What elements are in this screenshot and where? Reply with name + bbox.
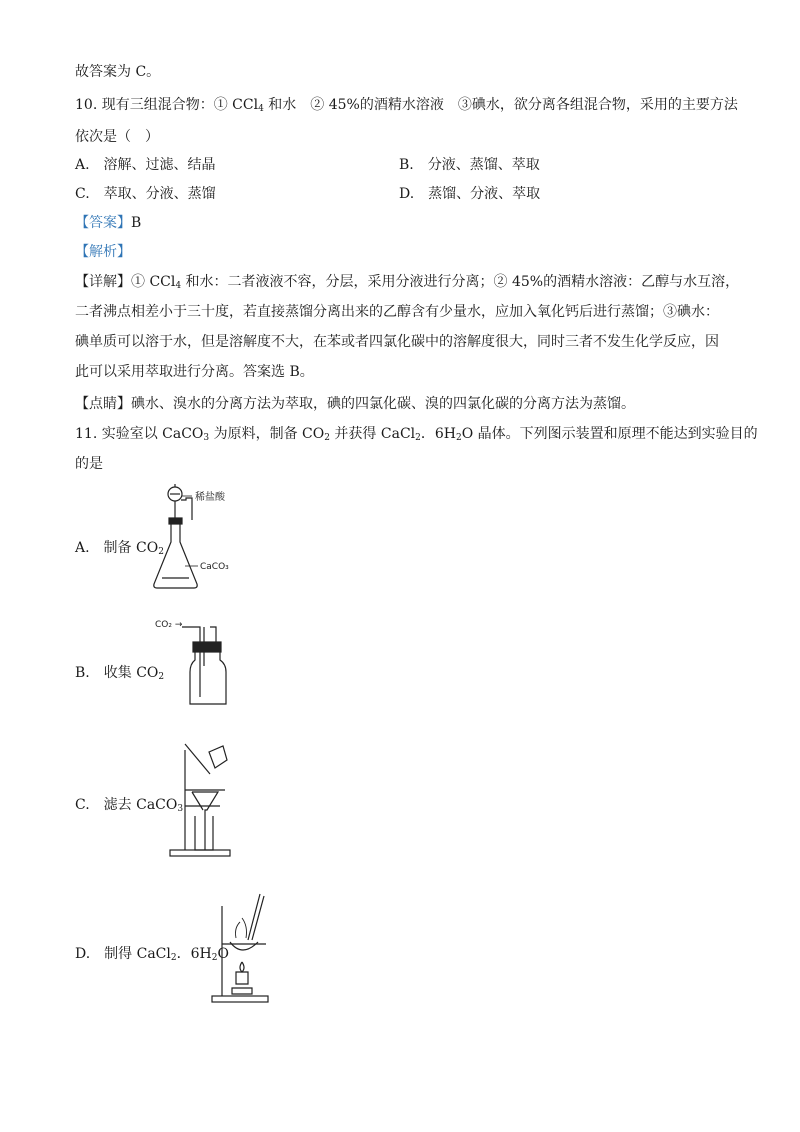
option-d-sub-2: 2 [211,953,218,963]
q10-option-d: D. 蒸馏、分液、萃取 [399,186,541,202]
option-d-text-2: ．6H [176,946,212,962]
filtration-figure [165,738,255,858]
q10-answer [75,213,141,233]
q11-option-b [75,663,164,683]
answer-tag: 【答案】 [75,215,131,231]
q11-stem-line1 [75,424,758,444]
q11-text-e: O 晶体。下列图示装置和原理不能达到实验目的 [461,426,758,442]
option-a-sub: 2 [158,547,164,557]
q11-text-c: 并获得 CaCl [329,426,416,442]
detail-line-3: 碘单质可以溶于水，但是溶解度不大，在苯或者四氯化碳中的溶解度很大，同时三者不发生化学反应，因 [75,334,719,350]
option-c-sub: 3 [177,804,184,814]
q10-stem-text: 10. 现有三组混合物：① CCl [75,97,259,113]
detail-text-2: 和水：二者液液不容，分层，采用分液进行分离；② 45%的酒精水溶液：乙醇与水互溶， [181,274,740,290]
q10-stem-text-2: 和水 ② 45%的酒精水溶液 ③碘水，欲分离各组混合物，采用的主要方法 [263,97,738,113]
detail-line-2: 二者沸点相差小于三十度，若直接蒸馏分离出来的乙醇含有少量水，应加入氧化钙后进行蒸馏；③碘水： [75,304,719,320]
q10-option-b: B. 分液、蒸馏、萃取 [399,157,540,173]
option-a-text: A. 制备 CO [75,540,159,556]
q10-stem-line2: 依次是（ ） [75,129,159,145]
option-d-text-3: O [217,946,229,962]
option-c-text: C. 滤去 CaCO [75,797,178,813]
previous-answer: 故答案为 C。 [75,64,161,80]
q10-subscript: 4 [258,104,264,114]
caco3-label: CaCO₃ [200,562,229,572]
q10-option-c: C. 萃取、分液、蒸馏 [75,186,216,202]
option-d-sub: 2 [170,953,177,963]
q11-text-b: 为原料，制备 CO [209,426,325,442]
q11-sub-a: 3 [203,433,210,443]
q10-option-a: A. 溶解、过滤、结晶 [75,157,216,173]
detail-line-4: 此可以采用萃取进行分离。答案选 B。 [75,364,314,380]
evaporation-figure [208,892,280,1004]
q11-stem-line2: 的是 [75,456,103,472]
detail-text: ① CCl [131,274,176,290]
q11-sub-b: 2 [324,433,330,443]
tip-line [75,394,635,414]
co2-arrow-label: CO₂ → [155,620,183,630]
detail-tag: 【详解】 [75,274,131,290]
answer-value: B [131,215,142,231]
analysis-tag: 【解析】 [75,244,131,260]
q11-text-d: ．6H [420,426,456,442]
acid-label: 稀盐酸 [195,492,225,503]
option-b-sub: 2 [158,672,165,682]
q11-sub-d: 2 [456,433,462,443]
option-b-text: B. 收集 CO [75,665,159,681]
q11-option-d [75,944,229,964]
option-d-text: D. 制得 CaCl [75,946,171,962]
gas-collection-bottle-figure [180,622,240,708]
detail-subscript: 4 [175,281,182,291]
q11-text-a: 11. 实验室以 CaCO [75,426,204,442]
q11-sub-c: 2 [415,433,421,443]
tip-tag: 【点睛】 [75,396,131,412]
q10-stem-line1 [75,95,738,115]
detail-line-1 [75,272,739,292]
tip-text: 碘水、溴水的分离方法为萃取，碘的四氯化碳、溴的四氯化碳的分离方法为蒸馏。 [131,396,635,412]
